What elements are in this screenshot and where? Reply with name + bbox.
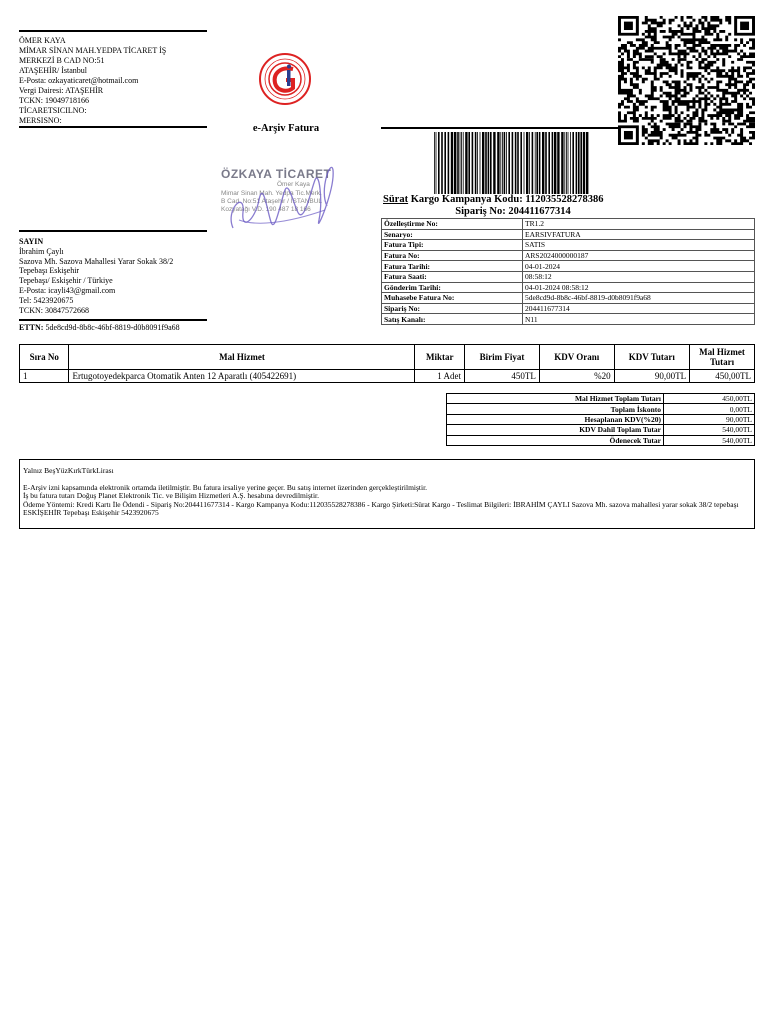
totals-value: 540,00TL [664, 425, 755, 435]
totals-value: 450,00TL [664, 394, 755, 404]
ettn [19, 323, 219, 332]
invoice-info-table [381, 218, 755, 325]
info-key: Satış Kanalı: [382, 314, 523, 325]
items-header-cell: Mal Hizmet Tutarı [690, 345, 755, 370]
buyer-title: SAYIN [19, 237, 44, 246]
info-key: Fatura No: [382, 250, 523, 261]
info-row [382, 314, 755, 325]
totals-key: KDV Dahil Toplam Tutar [447, 425, 664, 435]
seller-line: ÖMER KAYA [19, 36, 66, 45]
seller-line: E-Posta: ozkayaticaret@hotmail.com [19, 76, 139, 85]
ettn-value: 5de8cd9d-8b8c-46bf-8819-d0b8091f9a68 [45, 323, 180, 332]
info-key: Fatura Saati: [382, 271, 523, 282]
info-row [382, 261, 755, 272]
info-value: 04-01-2024 08:58:12 [523, 282, 755, 293]
order-number-heading: Sipariş No: 204411677314 [455, 206, 571, 217]
totals-row [447, 425, 755, 435]
info-row [382, 293, 755, 304]
buyer-line: İbrahim Çaylı [19, 246, 64, 256]
totals-key: Hesaplanan KDV(%20) [447, 414, 664, 424]
info-key: Senaryo: [382, 229, 523, 240]
note-payment: Ödeme Yöntemi: Kredi Kartı İle Ödendi - Sipariş No:204411677314 - Kargo Kampanya Kodu:112035528278386 - Kargo Şirketi:Sürat Kargo - Teslimat Bilgileri: İBRAHİM ÇAYLI Sazova Mh. sazova mahallesi yarar sokak 38/2 tepebaşı ESKİŞEHİR Tepebaşı Eskişehir 5423920675 [23, 499, 739, 518]
note-earsiv: E-Arşiv izni kapsamında elektronik ortamda iletilmiştir. Bu fatura irsaliye yerine geçer. Bu satış internet üzerinden gerçekleştirilmiştir. [23, 482, 428, 492]
buyer-line: E-Posta: icayli43@gmail.com [19, 285, 116, 295]
totals-value: 540,00TL [664, 435, 755, 445]
buyer-line: Tel: 5423920675 [19, 295, 74, 305]
right-top-rule [381, 127, 621, 129]
buyer-info [19, 237, 219, 315]
info-key: Fatura Tipi: [382, 240, 523, 251]
buyer-line: Sazova Mh. Sazova Mahallesi Yarar Sokak 38/2 [19, 256, 174, 266]
seller-line: TİCARETSICILNO: [19, 106, 87, 115]
stamp-line-1: Ömer Kaya [277, 181, 310, 188]
totals-value: 90,00TL [664, 414, 755, 424]
info-value: 04-01-2024 [523, 261, 755, 272]
items-cell: 450,00TL [690, 370, 755, 383]
items-cell: Ertugotoyedekparca Otomatik Anten 12 Aparatlı (405422691) [69, 370, 415, 383]
document-title: e-Arşiv Fatura [252, 123, 320, 134]
items-header-cell: Miktar [415, 345, 465, 370]
seller-line: MERSISNO: [19, 116, 62, 125]
info-value: 08:58:12 [523, 271, 755, 282]
items-header-cell: KDV Tutarı [614, 345, 689, 370]
items-cell: %20 [539, 370, 614, 383]
amount-in-words: Yalnız BeşYüzKırkTürkLirası [23, 466, 114, 475]
info-value: 5de8cd9d-8b8c-46bf-8819-d0b8091f9a68 [523, 293, 755, 304]
totals-row [447, 414, 755, 424]
info-value: TR1.2 [523, 219, 755, 230]
seller-line: ATAŞEHİR/ İstanbul [19, 66, 88, 75]
totals-row [447, 404, 755, 414]
items-header-cell: Birim Fiyat [465, 345, 540, 370]
signature-icon [215, 150, 375, 240]
info-key: Özelleştirme No: [382, 219, 523, 230]
stamp-line-4: Kozyatağı V.D. 190 487 18 166 [221, 206, 311, 213]
stamp-line-3: B Cad. No:51 Ataşehir / İSTANBUL [221, 198, 323, 205]
cargo-campaign-code [383, 194, 713, 205]
info-row [382, 229, 755, 240]
info-row [382, 282, 755, 293]
seller-top-rule [19, 30, 207, 32]
totals-row [447, 435, 755, 445]
seller-line: TCKN: 19049718166 [19, 96, 89, 105]
items-cell: 1 Adet [415, 370, 465, 383]
info-value: N11 [523, 314, 755, 325]
barcode-icon [432, 132, 592, 194]
seller-line: MERKEZİ B CAD NO:51 [19, 56, 105, 65]
info-row [382, 250, 755, 261]
totals-key: Ödenecek Tutar [447, 435, 664, 445]
stamp-company: ÖZKAYA TİCARET [221, 167, 332, 181]
totals-row [447, 394, 755, 404]
seller-line: Vergi Dairesi: ATAŞEHİR [19, 86, 104, 95]
items-header-cell: KDV Oranı [539, 345, 614, 370]
ettn-label: ETTN: [19, 323, 44, 332]
note-assignment: İş bu fatura tutarı Doğuş Planet Elektronik Tic. ve Bilişim Hizmetleri A.Ş. hesabına devredilmiştir. [23, 491, 320, 501]
info-key: Gönderim Tarihi: [382, 282, 523, 293]
info-key: Muhasebe Fatura No: [382, 293, 523, 304]
totals-value: 0,00TL [664, 404, 755, 414]
info-value: EARSIVFATURA [523, 229, 755, 240]
buyer-line: Tepebaşı/ Eskişehir / Türkiye [19, 276, 113, 286]
qr-code-icon [618, 16, 755, 145]
seller-line: MİMAR SİNAN MAH.YEDPA TİCARET İŞ [19, 46, 167, 55]
totals-table [446, 393, 755, 446]
totals-key: Toplam İskonto [447, 404, 664, 414]
buyer-bottom-rule [19, 319, 207, 321]
buyer-line: TCKN: 30847572668 [19, 305, 89, 315]
info-row [382, 219, 755, 230]
seller-info [19, 36, 209, 126]
cargo-company: Sürat [383, 194, 409, 205]
info-row [382, 271, 755, 282]
items-cell: 1 [20, 370, 69, 383]
buyer-top-rule [19, 230, 207, 232]
gib-logo-icon [258, 52, 312, 106]
items-table [19, 344, 755, 383]
items-cell: 450TL [465, 370, 540, 383]
info-value: ARS2024000000187 [523, 250, 755, 261]
info-row [382, 240, 755, 251]
stamp-line-2: Mimar Sinan Mah. Yedpa Tic.Merk. [221, 190, 322, 197]
notes-box [19, 459, 755, 529]
info-row [382, 303, 755, 314]
info-value: SATIS [523, 240, 755, 251]
items-header-cell: Mal Hizmet [69, 345, 415, 370]
info-key: Fatura Tarihi: [382, 261, 523, 272]
table-row [20, 370, 755, 383]
info-value: 204411677314 [523, 303, 755, 314]
items-header-cell: Sıra No [20, 345, 69, 370]
totals-key: Mal Hizmet Toplam Tutarı [447, 394, 664, 404]
buyer-line: Tepebaşı Eskişehir [19, 266, 80, 276]
info-key: Sipariş No: [382, 303, 523, 314]
seller-bottom-rule [19, 126, 207, 128]
items-cell: 90,00TL [614, 370, 689, 383]
cargo-code-text: Kargo Kampanya Kodu: 112035528278386 [408, 194, 604, 205]
company-stamp [215, 150, 375, 240]
